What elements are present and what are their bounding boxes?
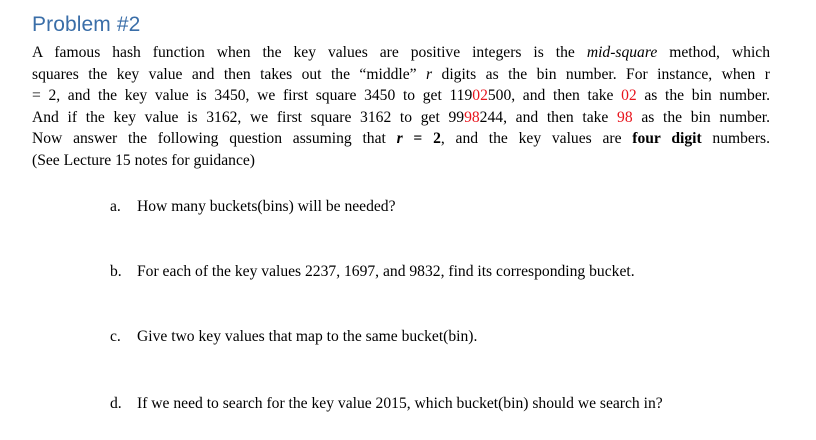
question-b — [110, 263, 635, 281]
question-letter: a. — [110, 198, 121, 215]
description-line-4 — [32, 107, 770, 129]
highlight-digits: 98 — [464, 108, 480, 126]
text-run: as the bin number. — [636, 87, 770, 105]
text-run: 244, and then take — [479, 108, 618, 126]
highlight-digits: 02 — [472, 87, 488, 105]
question-text: Give two key values that map to the same bucket(bin). — [137, 328, 478, 345]
text-run: , and the key values are — [440, 130, 633, 148]
text-run: A famous hash function when the key values are positive integers is the — [32, 44, 587, 61]
question-letter: c. — [110, 328, 121, 345]
question-text: How many buckets(bins) will be needed? — [137, 198, 396, 215]
question-a — [110, 198, 396, 216]
description-line-3 — [32, 85, 770, 107]
text-run: digits as the bin number. For instance, when r — [432, 65, 770, 83]
text-run: And if the key value is 3162, we first square 3162 to get 99 — [32, 108, 465, 126]
emphasis-mid-square: mid-square — [586, 44, 658, 61]
description-line-2 — [32, 64, 770, 86]
question-text: If we need to search for the key value 2015, which bucket(bin) should we search in? — [137, 395, 663, 412]
question-letter: b. — [110, 263, 122, 280]
emphasis-r: r — [426, 65, 433, 83]
text-run: Now answer the following question assuming that — [32, 130, 397, 148]
description-line-6: (See Lecture 15 notes for guidance) — [32, 151, 255, 169]
problem-heading: Problem #2 — [32, 13, 141, 36]
problem-description — [32, 42, 770, 172]
text-run: method, which — [657, 44, 770, 61]
question-text: For each of the key values 2237, 1697, and 9832, find its corresponding bucket. — [137, 263, 635, 280]
question-letter: d. — [110, 395, 122, 412]
question-c — [110, 328, 477, 346]
bold-four-digit: four digit — [632, 130, 702, 148]
bold-equals-two: = 2 — [402, 130, 441, 148]
question-d — [110, 395, 663, 413]
highlight-bin: 98 — [617, 108, 633, 126]
text-run: squares the key value and then takes out the “middle” — [32, 65, 427, 83]
highlight-bin: 02 — [621, 87, 637, 105]
text-run: 500, and then take — [487, 87, 622, 105]
text-run: numbers. — [701, 130, 771, 148]
text-run: = 2, and the key value is 3450, we first square 3450 to get 119 — [32, 87, 473, 105]
description-line-1 — [32, 42, 770, 64]
bold-r: r — [396, 130, 403, 148]
text-run: as the bin number. — [632, 108, 771, 126]
description-line-5 — [32, 128, 770, 150]
